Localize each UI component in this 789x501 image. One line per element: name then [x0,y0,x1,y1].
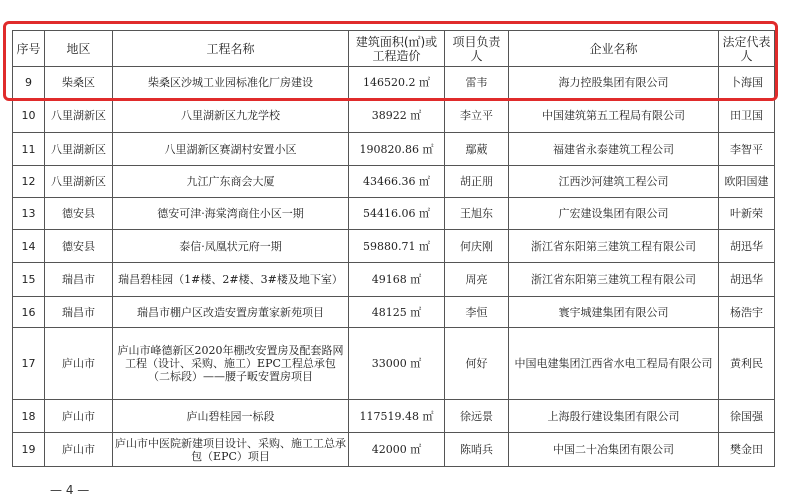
cell-manager: 王旭东 [445,198,509,230]
cell-manager: 陈哨兵 [445,433,509,467]
cell-legal: 胡迅华 [719,263,775,297]
cell-company: 浙江省东阳第三建筑工程有限公司 [509,263,719,297]
cell-legal: 田卫国 [719,99,775,133]
cell-project: 柴桑区沙城工业园标准化厂房建设 [113,67,349,99]
cell-company: 中国建筑第五工程局有限公司 [509,99,719,133]
table-row [13,198,775,230]
cell-project: 德安可津·海棠湾商住小区一期 [113,198,349,230]
cell-legal: 欧阳国建 [719,166,775,198]
cell-area: 庐山市 [45,328,113,400]
cell-size: 43466.36 ㎡ [349,166,445,198]
cell-area: 八里湖新区 [45,99,113,133]
cell-area: 德安县 [45,230,113,263]
cell-manager: 鄢葳 [445,133,509,166]
cell-project: 庐山市峰德新区2020年棚改安置房及配套路网工程（设计、采购、施工）EPC工程总承包（二标段）——腰子畈安置房项目 [113,328,349,400]
cell-manager: 徐远景 [445,400,509,433]
cell-project: 庐山市中医院新建项目设计、采购、施工工总承包（EPC）项目 [113,433,349,467]
header-project: 工程名称 [113,31,349,67]
header-seq: 序号 [13,31,45,67]
cell-company: 寰宇城建集团有限公司 [509,297,719,328]
cell-company: 江西沙河建筑工程公司 [509,166,719,198]
cell-company: 广宏建设集团有限公司 [509,198,719,230]
cell-seq: 13 [13,198,45,230]
cell-area: 八里湖新区 [45,133,113,166]
cell-area: 八里湖新区 [45,166,113,198]
cell-area: 庐山市 [45,400,113,433]
cell-size: 33000 ㎡ [349,328,445,400]
cell-seq: 16 [13,297,45,328]
cell-seq: 15 [13,263,45,297]
cell-area: 瑞昌市 [45,263,113,297]
cell-seq: 17 [13,328,45,400]
cell-legal: 李智平 [719,133,775,166]
table-row [13,400,775,433]
cell-project: 瑞昌市棚户区改造安置房董家新苑项目 [113,297,349,328]
cell-manager: 李恒 [445,297,509,328]
cell-company: 中国电建集团江西省水电工程局有限公司 [509,328,719,400]
cell-project: 泰信·凤凰状元府一期 [113,230,349,263]
cell-manager: 何庆刚 [445,230,509,263]
cell-area: 德安县 [45,198,113,230]
project-table [12,30,775,467]
cell-legal: 黄利民 [719,328,775,400]
cell-manager: 雷韦 [445,67,509,99]
cell-company: 中国二十冶集团有限公司 [509,433,719,467]
cell-seq: 10 [13,99,45,133]
table-row [13,230,775,263]
cell-size: 38922 ㎡ [349,99,445,133]
cell-manager: 胡正朋 [445,166,509,198]
cell-size: 42000 ㎡ [349,433,445,467]
header-row [13,31,775,67]
table-row [13,328,775,400]
cell-company: 福建省永泰建筑工程公司 [509,133,719,166]
cell-size: 190820.86 ㎡ [349,133,445,166]
table-row [13,67,775,99]
cell-project: 瑞昌碧桂园（1#楼、2#楼、3#楼及地下室） [113,263,349,297]
cell-manager: 何好 [445,328,509,400]
cell-size: 59880.71 ㎡ [349,230,445,263]
cell-project: 八里湖新区九龙学校 [113,99,349,133]
cell-seq: 14 [13,230,45,263]
cell-size: 49168 ㎡ [349,263,445,297]
cell-company: 上海殷行建设集团有限公司 [509,400,719,433]
table-row [13,133,775,166]
cell-seq: 11 [13,133,45,166]
cell-legal: 杨浩宇 [719,297,775,328]
cell-project: 八里湖新区赛湖村安置小区 [113,133,349,166]
cell-legal: 卜海国 [719,67,775,99]
table-row [13,263,775,297]
cell-size: 146520.2 ㎡ [349,67,445,99]
header-company: 企业名称 [509,31,719,67]
cell-manager: 周亮 [445,263,509,297]
header-area: 地区 [45,31,113,67]
header-manager: 项目负责人 [445,31,509,67]
cell-legal: 胡迅华 [719,230,775,263]
cell-seq: 18 [13,400,45,433]
page-number: — 4 — [50,483,90,497]
cell-size: 48125 ㎡ [349,297,445,328]
table-row [13,99,775,133]
header-legal: 法定代表人 [719,31,775,67]
cell-area: 柴桑区 [45,67,113,99]
cell-area: 瑞昌市 [45,297,113,328]
table-row [13,297,775,328]
cell-legal: 徐国强 [719,400,775,433]
cell-seq: 9 [13,67,45,99]
cell-manager: 李立平 [445,99,509,133]
cell-seq: 19 [13,433,45,467]
header-size: 建筑面积(㎡)或工程造价 [349,31,445,67]
cell-company: 浙江省东阳第三建筑工程有限公司 [509,230,719,263]
cell-size: 54416.06 ㎡ [349,198,445,230]
table-row [13,166,775,198]
table-row [13,433,775,467]
cell-company: 海力控股集团有限公司 [509,67,719,99]
cell-project: 庐山碧桂园一标段 [113,400,349,433]
cell-project: 九江广东商会大厦 [113,166,349,198]
cell-size: 117519.48 ㎡ [349,400,445,433]
cell-seq: 12 [13,166,45,198]
cell-area: 庐山市 [45,433,113,467]
cell-legal: 樊金田 [719,433,775,467]
cell-legal: 叶新荣 [719,198,775,230]
